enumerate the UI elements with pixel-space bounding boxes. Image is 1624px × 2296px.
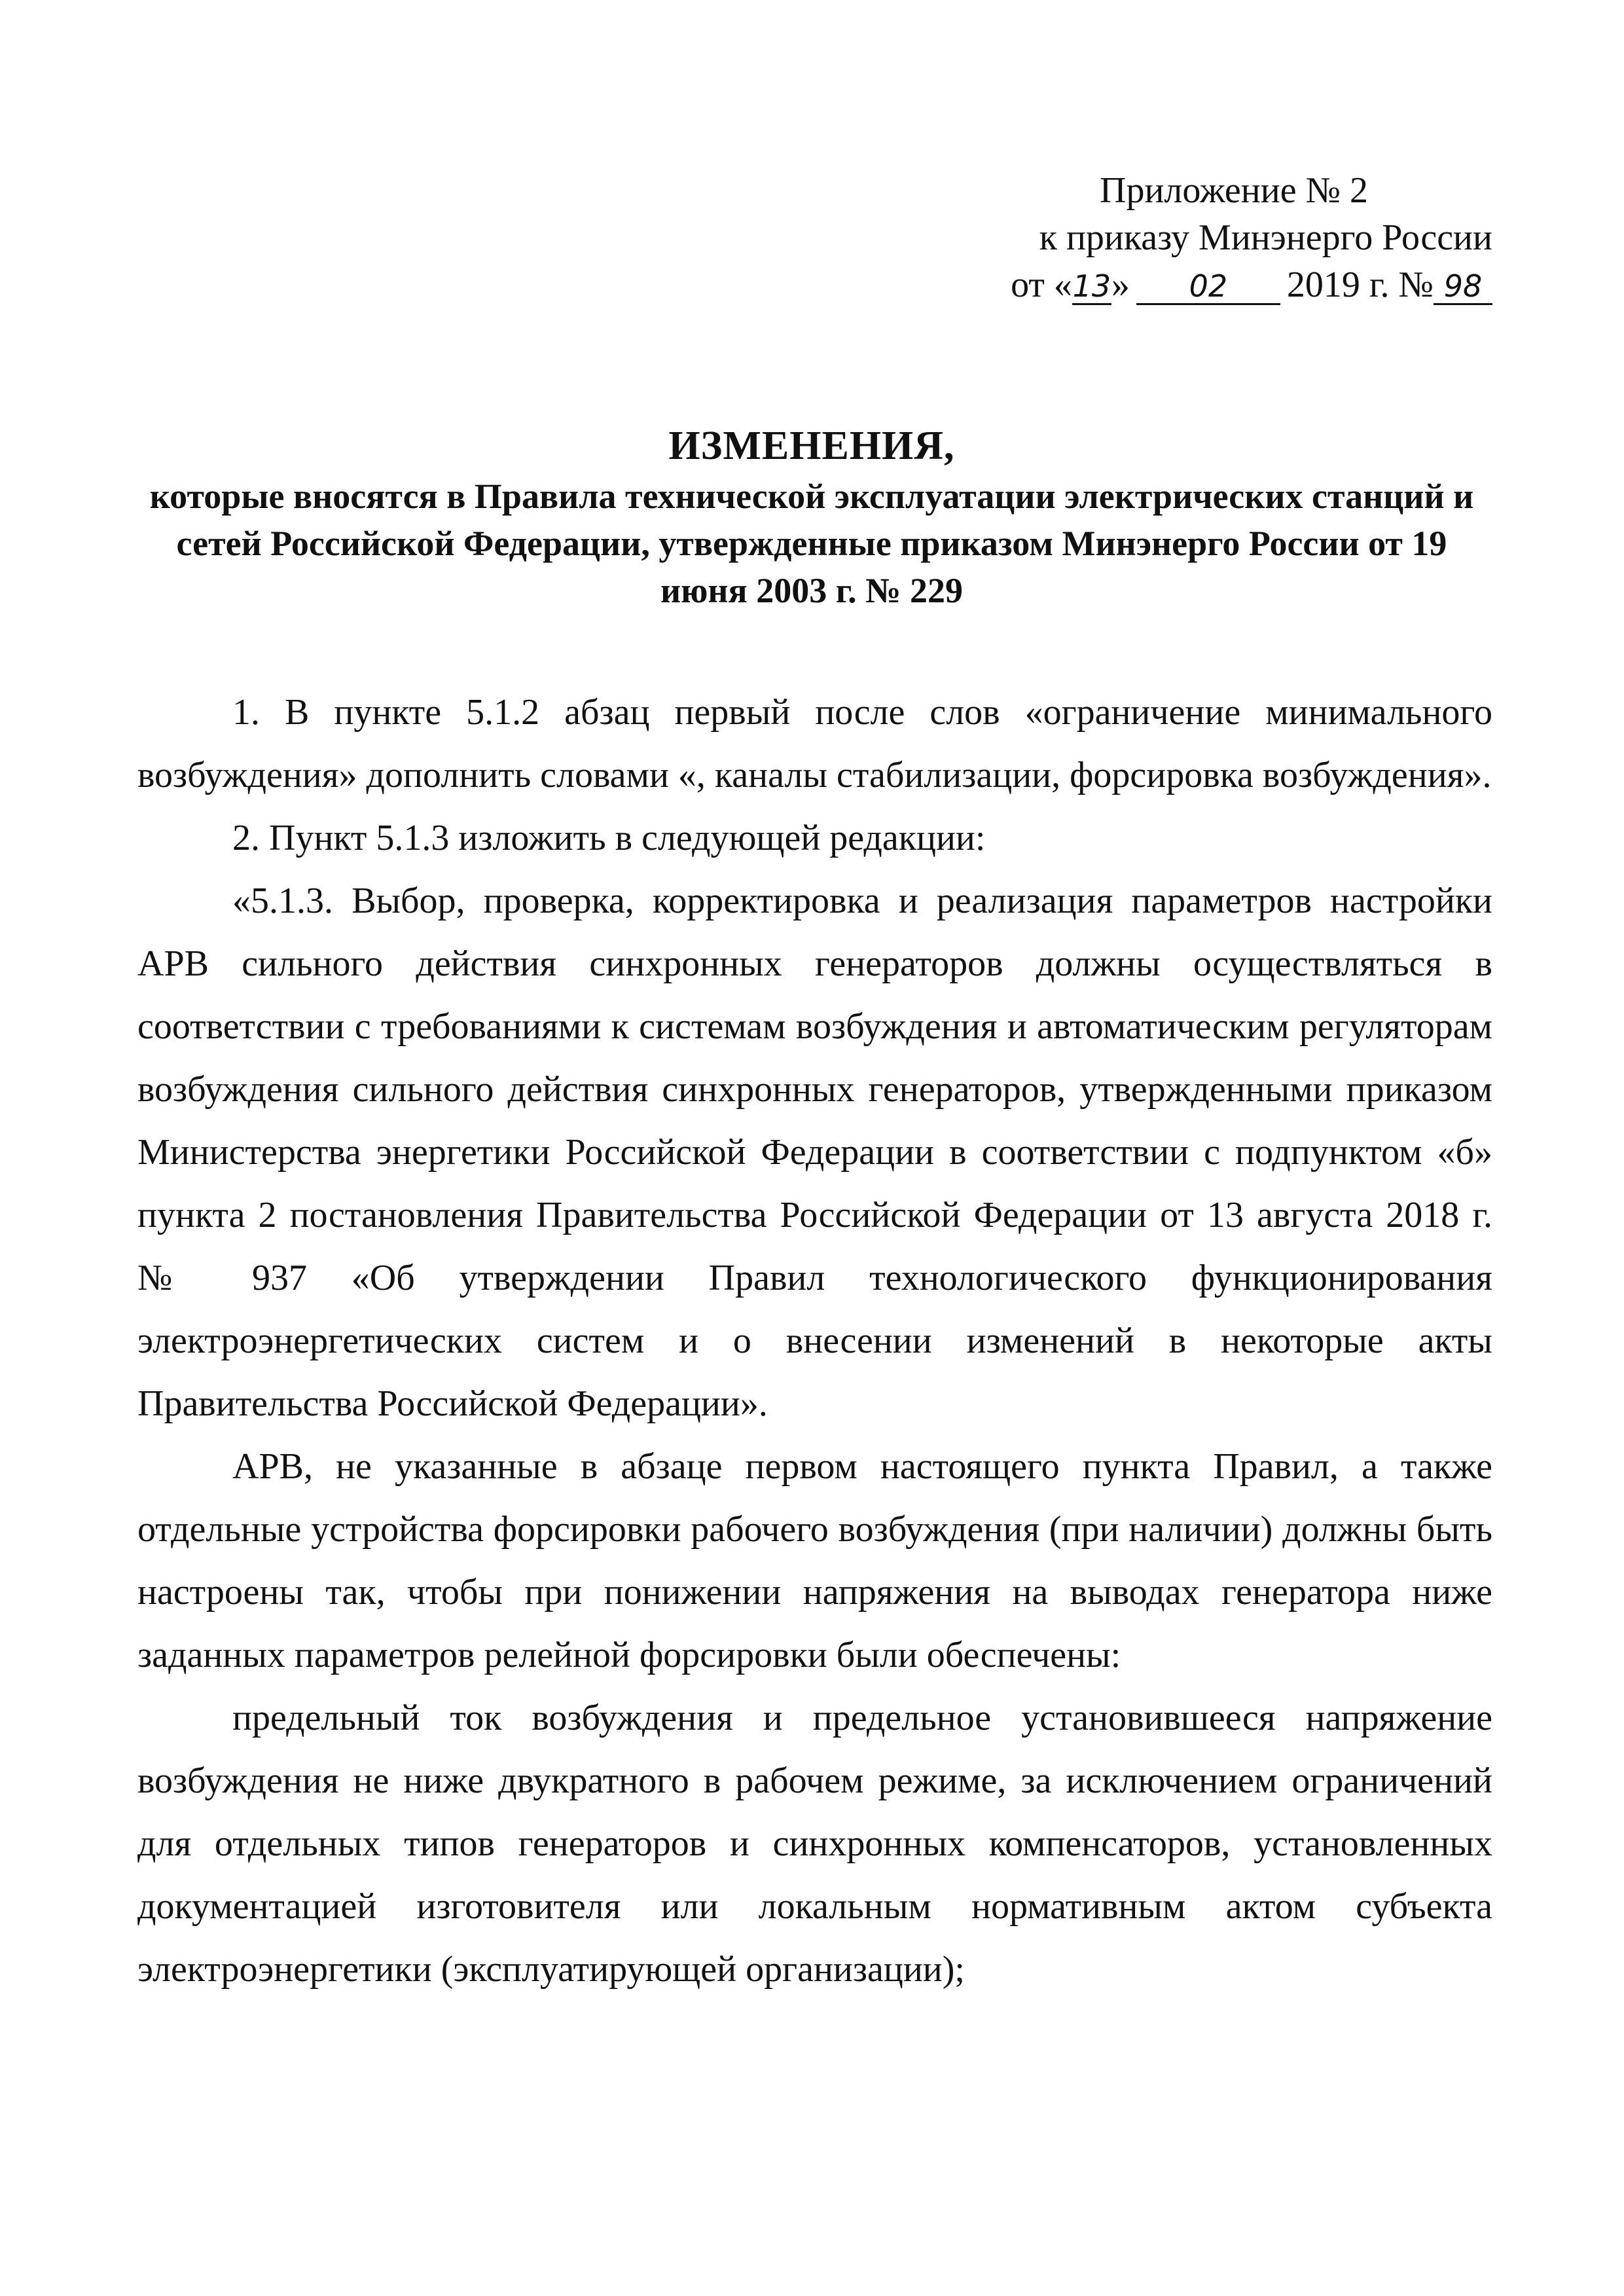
appendix-date-line bbox=[969, 261, 1492, 308]
date-quote-close: » bbox=[1111, 264, 1130, 305]
document-body bbox=[137, 681, 1492, 2001]
paragraph-2: 2. Пункт 5.1.3 изложить в следующей редакции: bbox=[232, 818, 986, 858]
appendix-order-ref: к приказу Минэнерго России bbox=[1039, 217, 1492, 258]
appendix-title: Приложение № 2 bbox=[1100, 170, 1368, 211]
year-and-number-label: 2019 г. № bbox=[1286, 264, 1434, 305]
paragraph-1: 1. В пункте 5.1.2 абзац первый после слов «ограничение минимального возбуждения» дополнить словами «, каналы стабилизации, форсировка возбуждения». bbox=[137, 692, 1492, 795]
handwritten-order-number: 98 bbox=[1434, 269, 1492, 305]
handwritten-month: 02 bbox=[1136, 269, 1280, 305]
paragraph-5: предельный ток возбуждения и предельное установившееся напряжение возбуждения не ниже двукратного в рабочем режиме, за исключением ограничений для отдельных типов генераторов и синхронных компенсаторов, установленных документацией изготовителя или локальным нормативным актом субъекта электроэнергетики (эксплуатирующей организации); bbox=[137, 1698, 1492, 1990]
handwritten-day: 13 bbox=[1072, 268, 1111, 304]
document-title bbox=[131, 419, 1492, 614]
date-prefix: от « bbox=[1011, 264, 1072, 305]
title-subtitle: которые вносятся в Правила технической эксплуатации электрических станций и сетей Российской Федерации, утвержденные приказом Минэнерго России от 19 июня 2003 г. № 229 bbox=[149, 477, 1474, 610]
paragraph-3: «5.1.3. Выбор, проверка, корректировка и реализация параметров настройки АРВ сильного действия синхронных генераторов должны осуществляться в соответствии с требованиями к системам возбуждения и автоматическим регуляторам возбуждения сильного действия синхронных генераторов, утвержденными приказом Министерства энергетики Российской Федерации в соответствии с подпунктом «б» пункта 2 постановления Правительства Российской Федерации от 13 августа 2018 г. № 937 «Об утверждении Правил технологического функционирования электроэнергетических систем и о внесении изменений в некоторые акты Правительства Российской Федерации». bbox=[137, 881, 1492, 1424]
paragraph-4: АРВ, не указанные в абзаце первом настоящего пункта Правил, а также отдельные устройства форсировки рабочего возбуждения (при наличии) должны быть настроены так, чтобы при понижении напряжения на выводах генератора ниже заданных параметров релейной форсировки были обеспечены: bbox=[137, 1446, 1492, 1675]
title-heading: ИЗМЕНЕНИЯ, bbox=[668, 424, 955, 468]
appendix-header bbox=[969, 167, 1492, 308]
